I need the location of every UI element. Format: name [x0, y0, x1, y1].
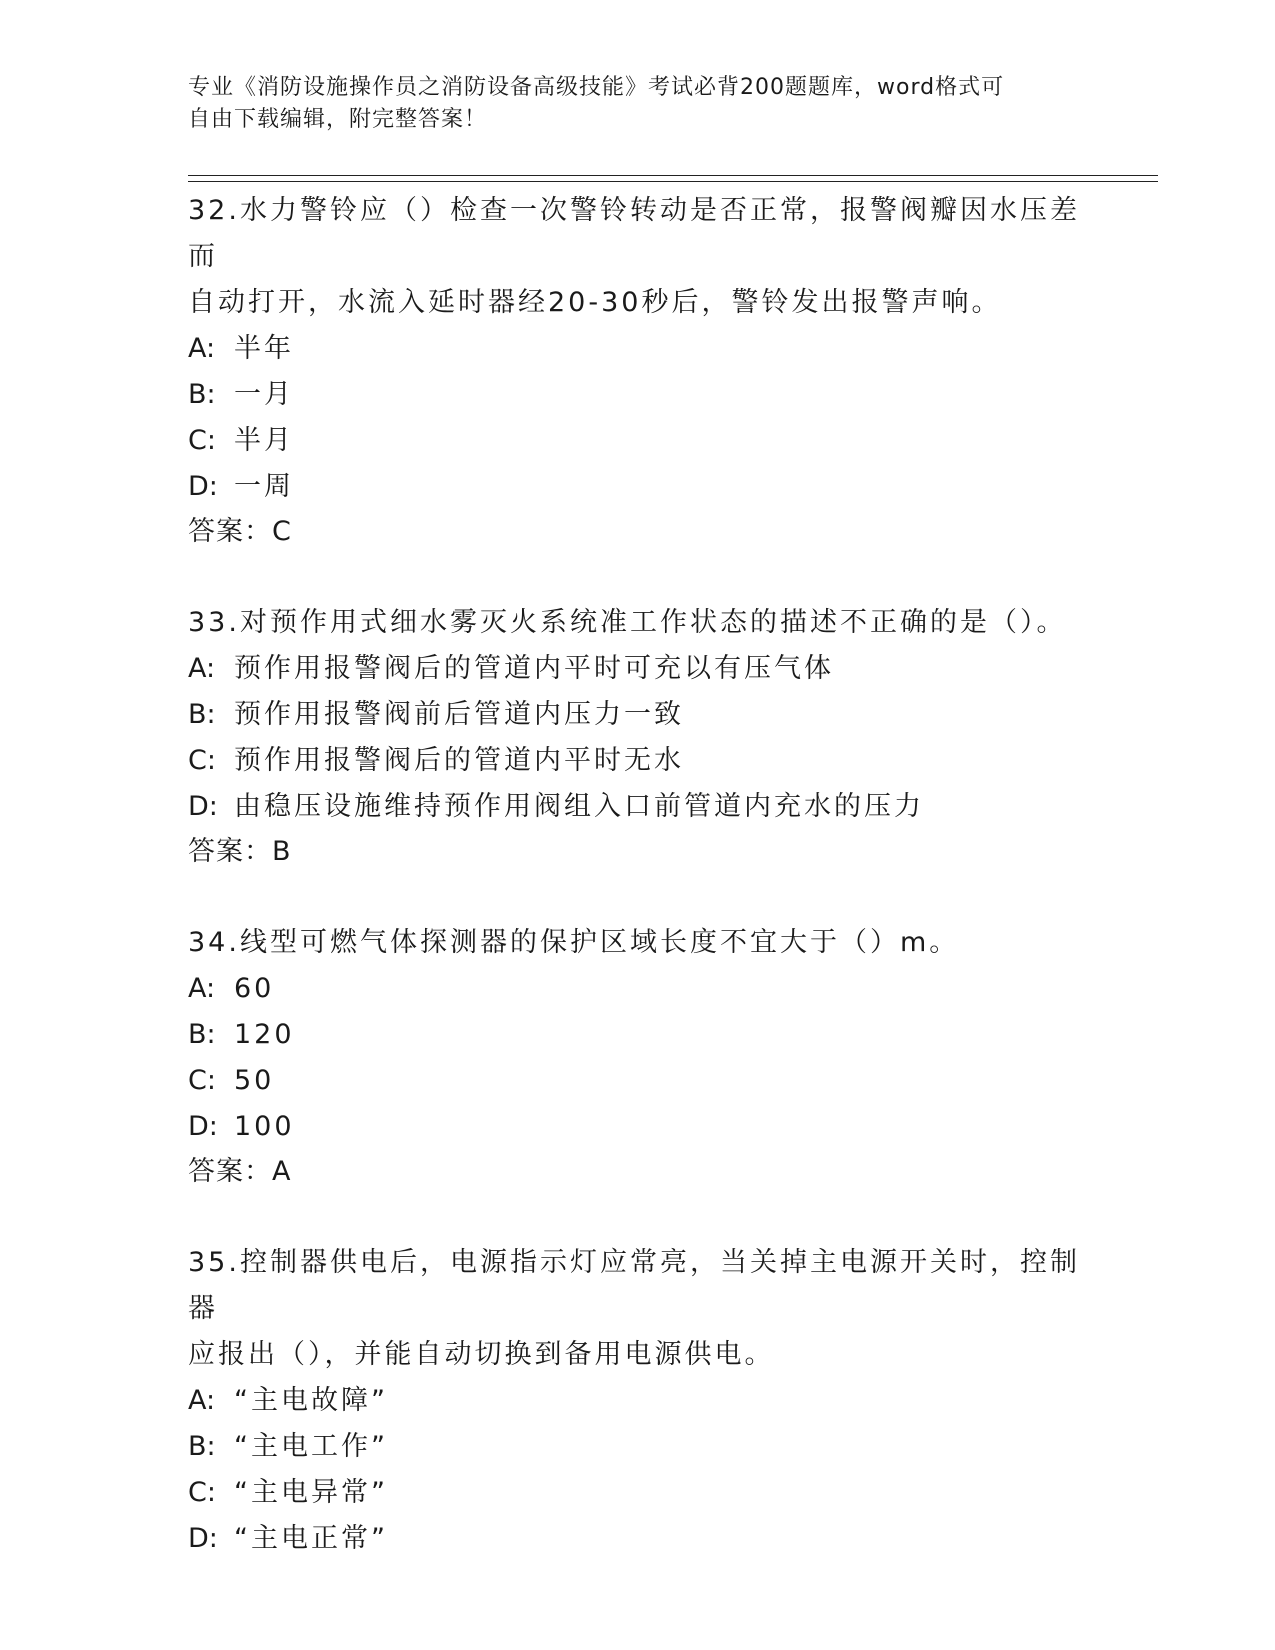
question-stem-line: 32.水力警铃应（）检查一次警铃转动是否正常，报警阀瓣因水压差而: [188, 195, 1080, 272]
option-text: 预作用报警阀后的管道内平时无水: [234, 745, 684, 776]
question-stem-line: 34.线型可燃气体探测器的保护区域长度不宜大于（）m。: [188, 927, 960, 958]
option-text: 120: [234, 1019, 295, 1050]
option-key: D:: [188, 471, 218, 502]
option-d: [188, 464, 1088, 510]
question-stem-line: 应报出（），并能自动切换到备用电源供电。: [188, 1339, 775, 1370]
option-key: A:: [188, 1385, 216, 1416]
option-b: [188, 372, 1088, 418]
document-header: [188, 72, 1068, 136]
option-text: 一月: [234, 379, 294, 410]
option-c: [188, 738, 1088, 784]
option-key: B:: [188, 699, 216, 730]
answer-line: 答案：B: [188, 836, 292, 867]
option-a: [188, 966, 1088, 1012]
option-text: “主电正常”: [234, 1523, 388, 1554]
option-key: D:: [188, 791, 218, 822]
option-a: [188, 1378, 1088, 1424]
option-d: [188, 784, 1088, 830]
option-a: [188, 646, 1088, 692]
option-key: A:: [188, 333, 216, 364]
option-text: 半年: [234, 333, 294, 364]
option-a: [188, 326, 1088, 372]
question-32: [188, 188, 1088, 554]
option-key: C:: [188, 425, 216, 456]
header-line-1: 专业《消防设施操作员之消防设备高级技能》考试必背200题题库，word格式可: [188, 75, 1005, 100]
option-text: 60: [234, 973, 275, 1004]
option-c: [188, 1058, 1088, 1104]
option-text: 一周: [234, 471, 294, 502]
option-c: [188, 418, 1088, 464]
header-divider-top: [188, 175, 1158, 176]
question-34: [188, 920, 1088, 1194]
question-stem-line: 33.对预作用式细水雾灭火系统准工作状态的描述不正确的是（）。: [188, 607, 1067, 638]
option-key: B:: [188, 1431, 216, 1462]
question-33: [188, 600, 1088, 874]
option-text: 半月: [234, 425, 294, 456]
option-text: “主电故障”: [234, 1385, 388, 1416]
option-b: [188, 1012, 1088, 1058]
header-line-2: 自由下载编辑，附完整答案！: [188, 107, 488, 132]
option-c: [188, 1470, 1088, 1516]
option-b: [188, 692, 1088, 738]
answer-line: 答案：A: [188, 1156, 292, 1187]
question-stem-line: 35.控制器供电后，电源指示灯应常亮，当关掉主电源开关时，控制器: [188, 1247, 1080, 1324]
option-key: C:: [188, 745, 216, 776]
question-list: [188, 188, 1088, 1608]
option-text: 预作用报警阀前后管道内压力一致: [234, 699, 684, 730]
option-key: A:: [188, 653, 216, 684]
option-key: C:: [188, 1065, 216, 1096]
question-stem-line: 自动打开，水流入延时器经20-30秒后，警铃发出报警声响。: [188, 287, 1002, 318]
question-35: [188, 1240, 1088, 1562]
answer-line: 答案：C: [188, 516, 292, 547]
option-key: D:: [188, 1523, 218, 1554]
option-key: B:: [188, 379, 216, 410]
option-b: [188, 1424, 1088, 1470]
option-text: “主电工作”: [234, 1431, 388, 1462]
option-key: D:: [188, 1111, 218, 1142]
option-key: C:: [188, 1477, 216, 1508]
option-text: 由稳压设施维持预作用阀组入口前管道内充水的压力: [234, 791, 924, 822]
option-key: B:: [188, 1019, 216, 1050]
option-text: 预作用报警阀后的管道内平时可充以有压气体: [234, 653, 834, 684]
option-d: [188, 1516, 1088, 1562]
option-text: 50: [234, 1065, 275, 1096]
option-key: A:: [188, 973, 216, 1004]
option-text: 100: [234, 1111, 295, 1142]
option-d: [188, 1104, 1088, 1150]
option-text: “主电异常”: [234, 1477, 388, 1508]
header-divider-bottom: [188, 181, 1158, 182]
